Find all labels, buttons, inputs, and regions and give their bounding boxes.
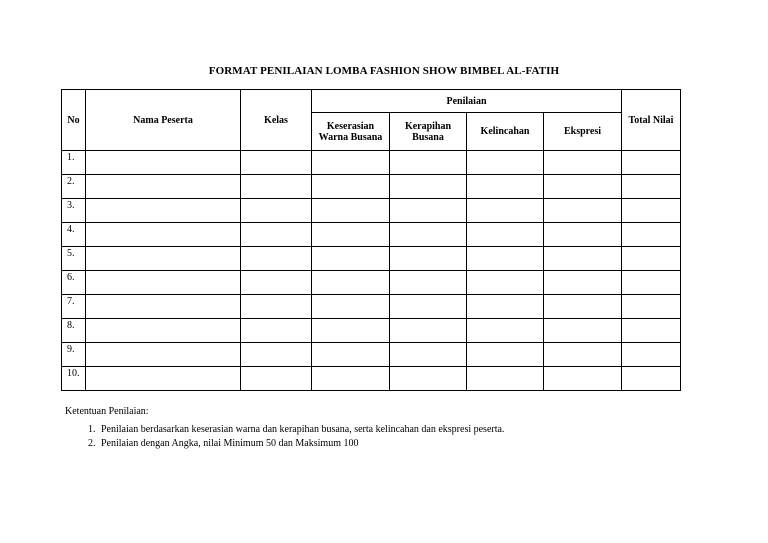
nama-peserta-cell[interactable]	[86, 343, 241, 367]
total-nilai-cell[interactable]	[622, 367, 681, 391]
header-nama-peserta: Nama Peserta	[86, 90, 241, 151]
nama-peserta-cell[interactable]	[86, 199, 241, 223]
nama-peserta-cell[interactable]	[86, 367, 241, 391]
kerapihan-cell[interactable]	[390, 199, 467, 223]
row-number: 7.	[62, 295, 86, 319]
notes-heading: Ketentuan Penilaian:	[65, 406, 149, 417]
kelincahan-cell[interactable]	[467, 247, 544, 271]
total-nilai-cell[interactable]	[622, 175, 681, 199]
nama-peserta-cell[interactable]	[86, 151, 241, 175]
table-row	[62, 151, 681, 175]
header-penilaian: Penilaian	[312, 90, 622, 113]
keserasian-cell[interactable]	[312, 271, 390, 295]
kelincahan-cell[interactable]	[467, 319, 544, 343]
nama-peserta-cell[interactable]	[86, 175, 241, 199]
table-row	[62, 247, 681, 271]
kelincahan-cell[interactable]	[467, 223, 544, 247]
total-nilai-cell[interactable]	[622, 271, 681, 295]
keserasian-cell[interactable]	[312, 367, 390, 391]
kerapihan-cell[interactable]	[390, 151, 467, 175]
header-total-nilai: Total Nilai	[622, 90, 681, 151]
table-row	[62, 199, 681, 223]
kerapihan-cell[interactable]	[390, 343, 467, 367]
assessment-notes	[65, 405, 715, 451]
kelas-cell[interactable]	[241, 367, 312, 391]
table-row	[62, 223, 681, 247]
kelas-cell[interactable]	[241, 175, 312, 199]
row-number: 2.	[62, 175, 86, 199]
kerapihan-cell[interactable]	[390, 247, 467, 271]
kelas-cell[interactable]	[241, 199, 312, 223]
ekspresi-cell[interactable]	[544, 295, 622, 319]
ekspresi-cell[interactable]	[544, 247, 622, 271]
ekspresi-cell[interactable]	[544, 271, 622, 295]
total-nilai-cell[interactable]	[622, 199, 681, 223]
kerapihan-cell[interactable]	[390, 271, 467, 295]
nama-peserta-cell[interactable]	[86, 319, 241, 343]
keserasian-cell[interactable]	[312, 343, 390, 367]
kelincahan-cell[interactable]	[467, 367, 544, 391]
total-nilai-cell[interactable]	[622, 223, 681, 247]
ekspresi-cell[interactable]	[544, 367, 622, 391]
keserasian-cell[interactable]	[312, 295, 390, 319]
header-kelincahan: Kelincahan	[467, 113, 544, 151]
row-number: 4.	[62, 223, 86, 247]
row-number: 6.	[62, 271, 86, 295]
ekspresi-cell[interactable]	[544, 199, 622, 223]
row-number: 10.	[62, 367, 86, 391]
table-row	[62, 343, 681, 367]
ekspresi-cell[interactable]	[544, 319, 622, 343]
document-title: FORMAT PENILAIAN LOMBA FASHION SHOW BIMBEL AL-FATIH	[208, 65, 560, 77]
kelas-cell[interactable]	[241, 223, 312, 247]
keserasian-cell[interactable]	[312, 199, 390, 223]
header-ekspresi: Ekspresi	[544, 113, 622, 151]
notes-item: 2. Penilaian dengan Angka, nilai Minimum 50 dan Maksimum 100	[98, 437, 715, 451]
table-row	[62, 319, 681, 343]
nama-peserta-cell[interactable]	[86, 223, 241, 247]
ekspresi-cell[interactable]	[544, 223, 622, 247]
kelincahan-cell[interactable]	[467, 271, 544, 295]
row-number: 1.	[62, 151, 86, 175]
notes-item: 1. Penilaian berdasarkan keserasian warna dan kerapihan busana, serta kelincahan dan ekspresi peserta.	[98, 423, 715, 437]
total-nilai-cell[interactable]	[622, 319, 681, 343]
kelas-cell[interactable]	[241, 247, 312, 271]
keserasian-cell[interactable]	[312, 223, 390, 247]
table-row	[62, 367, 681, 391]
kelas-cell[interactable]	[241, 343, 312, 367]
ekspresi-cell[interactable]	[544, 151, 622, 175]
header-kelas: Kelas	[241, 90, 312, 151]
total-nilai-cell[interactable]	[622, 151, 681, 175]
header-row-top	[62, 90, 681, 113]
table-body	[62, 151, 681, 391]
kerapihan-cell[interactable]	[390, 295, 467, 319]
ekspresi-cell[interactable]	[544, 343, 622, 367]
row-number: 3.	[62, 199, 86, 223]
keserasian-cell[interactable]	[312, 247, 390, 271]
kelincahan-cell[interactable]	[467, 343, 544, 367]
nama-peserta-cell[interactable]	[86, 295, 241, 319]
row-number: 9.	[62, 343, 86, 367]
kelas-cell[interactable]	[241, 319, 312, 343]
nama-peserta-cell[interactable]	[86, 271, 241, 295]
kelas-cell[interactable]	[241, 151, 312, 175]
assessment-table	[61, 89, 681, 391]
nama-peserta-cell[interactable]	[86, 247, 241, 271]
header-no: No	[62, 90, 86, 151]
total-nilai-cell[interactable]	[622, 295, 681, 319]
kelincahan-cell[interactable]	[467, 199, 544, 223]
keserasian-cell[interactable]	[312, 319, 390, 343]
header-kerapihan: Kerapihan Busana	[390, 113, 467, 151]
keserasian-cell[interactable]	[312, 151, 390, 175]
ekspresi-cell[interactable]	[544, 175, 622, 199]
table-row	[62, 175, 681, 199]
kelincahan-cell[interactable]	[467, 175, 544, 199]
kerapihan-cell[interactable]	[390, 367, 467, 391]
row-number: 8.	[62, 319, 86, 343]
kelas-cell[interactable]	[241, 295, 312, 319]
kelas-cell[interactable]	[241, 271, 312, 295]
total-nilai-cell[interactable]	[622, 247, 681, 271]
table-row	[62, 271, 681, 295]
keserasian-cell[interactable]	[312, 175, 390, 199]
kerapihan-cell[interactable]	[390, 319, 467, 343]
kerapihan-cell[interactable]	[390, 223, 467, 247]
row-number: 5.	[62, 247, 86, 271]
kerapihan-cell[interactable]	[390, 175, 467, 199]
kelincahan-cell[interactable]	[467, 295, 544, 319]
header-keserasian: Keserasian Warna Busana	[312, 113, 390, 151]
table-row	[62, 295, 681, 319]
total-nilai-cell[interactable]	[622, 343, 681, 367]
kelincahan-cell[interactable]	[467, 151, 544, 175]
notes-list	[65, 423, 715, 451]
